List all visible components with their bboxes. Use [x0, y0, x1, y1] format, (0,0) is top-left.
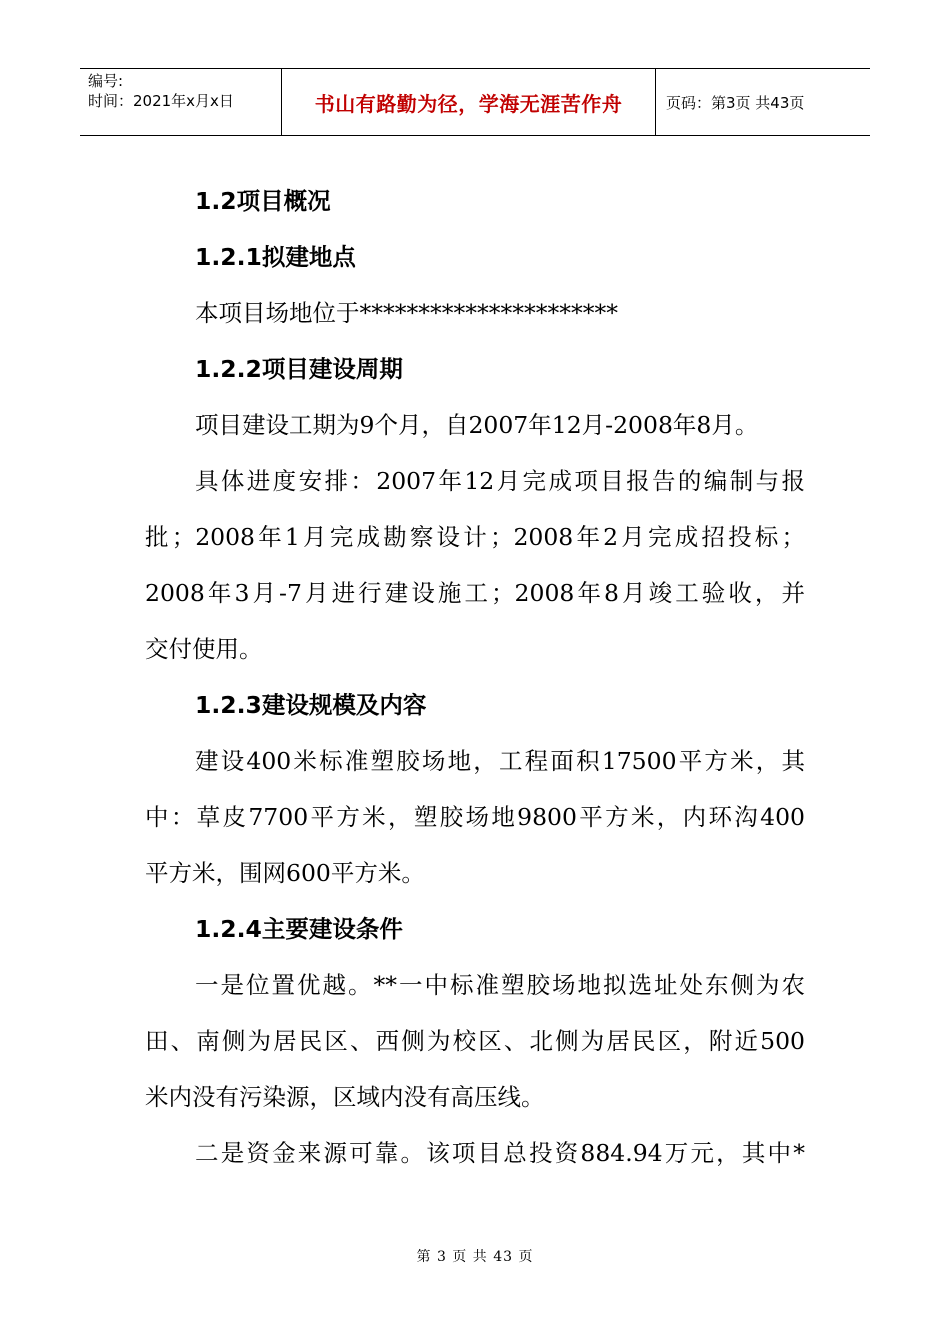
scale-line-3: 平方米，围网600平方米。 [145, 859, 425, 887]
period-text: 项目建设工期为9个月，自2007年12月-2008年8月。 [195, 411, 759, 439]
schedule-line-1: 具体进度安排：2007年12月完成项目报告的编制与报 [195, 467, 805, 495]
scale-heading: 1.2.3建设规模及内容 [195, 691, 427, 719]
motto-text: 书山有路勤为径，学海无涯苦作舟 [314, 91, 623, 116]
scale-line-1: 建设400米标准塑胶场地，工程面积17500平方米，其 [195, 747, 805, 775]
page-header [80, 68, 870, 136]
condition-1-line-2: 田、南侧为居民区、西侧为校区、北侧为居民区，附近500 [145, 1027, 805, 1055]
schedule-line-3: 2008年3月-7月进行建设施工；2008年8月竣工验收，并 [145, 579, 805, 607]
schedule-line-2: 批；2008年1月完成勘察设计；2008年2月完成招投标； [145, 523, 805, 551]
header-motto-cell [282, 69, 656, 135]
location-heading: 1.2.1拟建地点 [195, 243, 356, 271]
page-footer: 第 3 页 共 43 页 [416, 1249, 534, 1265]
period-heading: 1.2.2项目建设周期 [195, 355, 403, 383]
condition-1-line-3: 米内没有污染源，区域内没有高压线。 [145, 1083, 545, 1111]
schedule-line-4: 交付使用。 [145, 635, 263, 663]
condition-1-line-1: 一是位置优越。**一中标准塑胶场地拟选址处东侧为农 [195, 971, 805, 999]
header-page-cell [656, 69, 870, 135]
condition-2-line-1: 二是资金来源可靠。该项目总投资884.94万元，其中* [195, 1139, 805, 1167]
date-label: 时间：2021年x月x日 [88, 92, 234, 110]
section-title: 1.2项目概况 [195, 187, 331, 215]
scale-line-2: 中：草皮7700平方米，塑胶场地9800平方米，内环沟400 [145, 803, 805, 831]
conditions-heading: 1.2.4主要建设条件 [195, 915, 403, 943]
page-info: 页码：第3页 共43页 [666, 93, 805, 112]
header-meta-cell [80, 69, 282, 135]
location-text: 本项目场地位于********************** [195, 299, 618, 327]
number-label: 编号: [88, 72, 124, 90]
